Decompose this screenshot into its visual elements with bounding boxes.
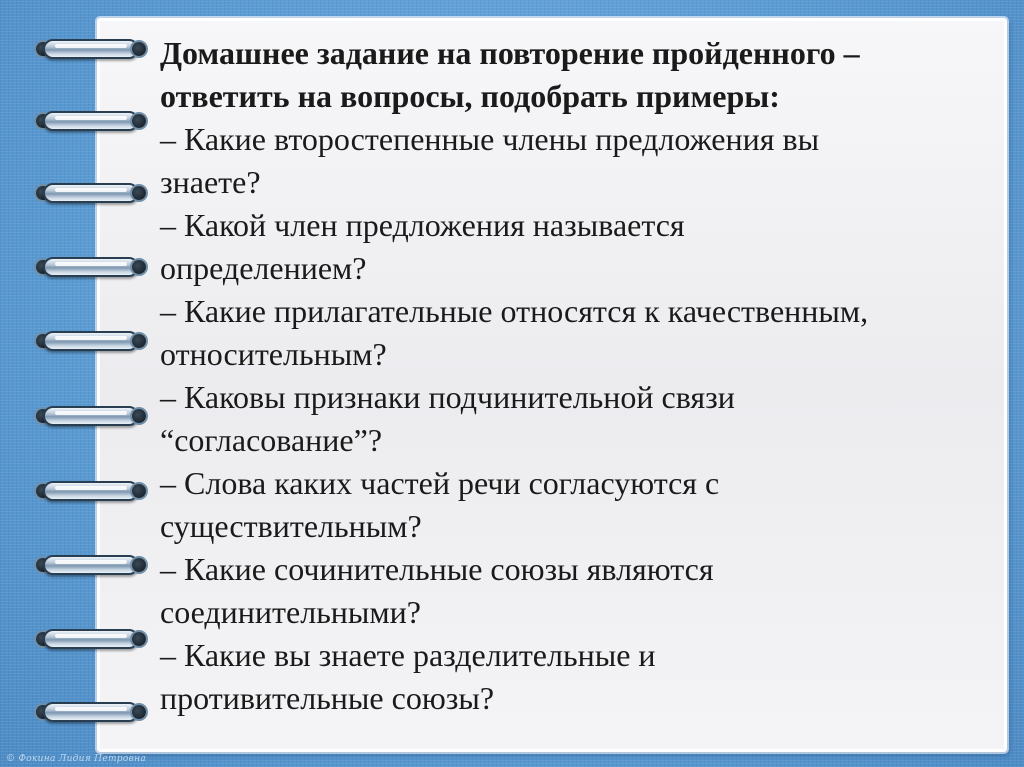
spiral-ring-icon — [36, 480, 146, 504]
question-line: – Слова каких частей речи согласуются с — [160, 465, 720, 501]
question-line: – Какие вы знаете разделительные и — [160, 637, 656, 673]
question-line: – Каковы признаки подчинительной связи — [160, 379, 735, 415]
question-line: – Какие второстепенные члены предложения вы — [160, 121, 820, 157]
author-watermark: © Фокина Лидия Петровна — [6, 754, 147, 764]
heading-line: ответить на вопросы, подобрать примеры: — [160, 78, 780, 114]
spiral-ring-icon — [36, 256, 146, 280]
question-line: – Какие прилагательные относятся к качественным, — [160, 293, 869, 329]
question-line: – Какие сочинительные союзы являются — [160, 551, 714, 587]
spiral-ring-icon — [36, 554, 146, 578]
spiral-ring-icon — [36, 628, 146, 652]
spiral-ring-icon — [36, 701, 146, 725]
question-line: соединительными? — [160, 594, 421, 630]
heading-line: Домашнее задание на повторение пройденного – — [160, 35, 860, 71]
question-line: относительным? — [160, 336, 387, 372]
question-line: существительным? — [160, 508, 422, 544]
spiral-ring-icon — [36, 330, 146, 354]
question-line: “согласование”? — [160, 422, 383, 458]
spiral-ring-icon — [36, 405, 146, 429]
question-line: противительные союзы? — [160, 680, 495, 716]
question-line: – Какой член предложения называется — [160, 207, 685, 243]
spiral-ring-icon — [36, 110, 146, 134]
question-line: знаете? — [160, 164, 261, 200]
question-line: определением? — [160, 250, 367, 286]
slide-content — [160, 32, 990, 720]
spiral-ring-icon — [36, 38, 146, 62]
spiral-ring-icon — [36, 182, 146, 206]
